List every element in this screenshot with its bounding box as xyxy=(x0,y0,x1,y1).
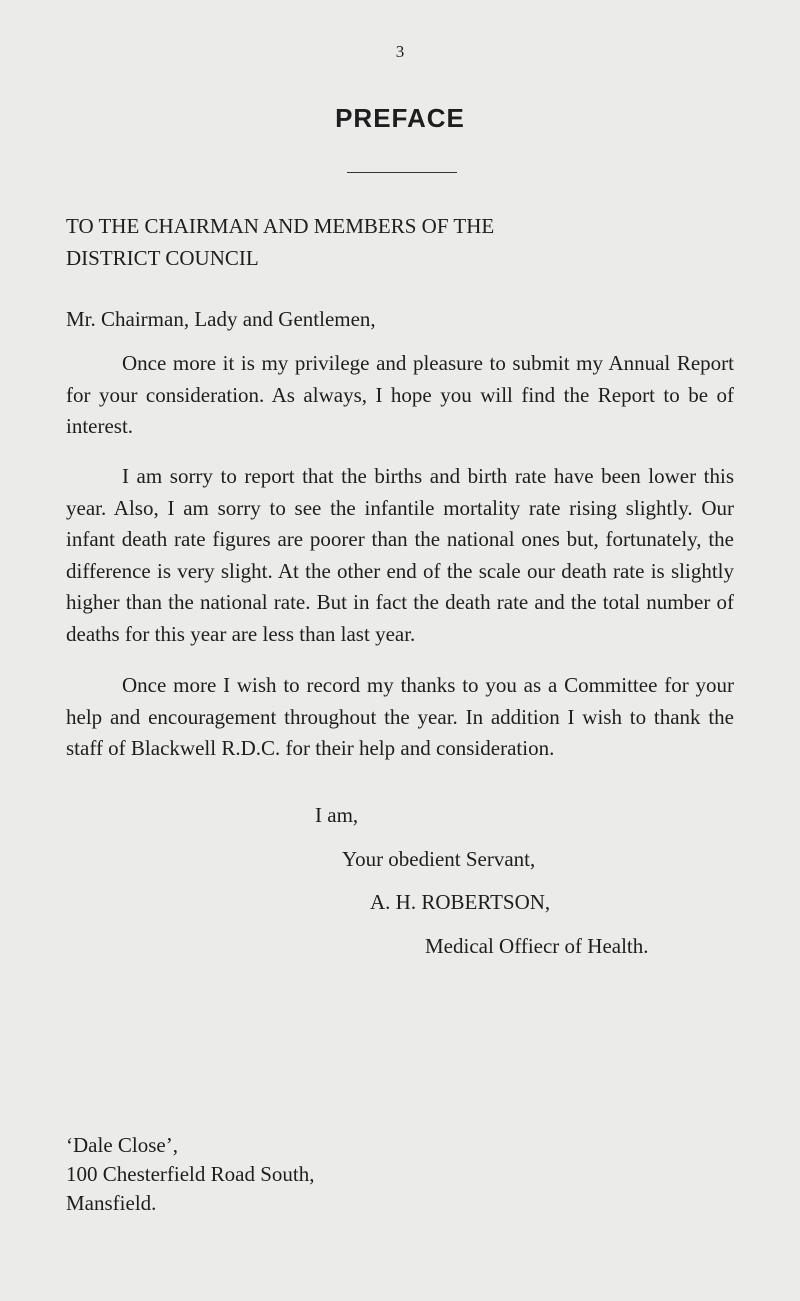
signatory-name: A. H. ROBERTSON, xyxy=(370,890,551,914)
sender-address-line-3: Mansfield. xyxy=(66,1191,157,1215)
body-paragraph-1: Once more it is my privilege and pleasure to submit my Annual Report for your consideration. As always, I hope you will find the Report to be of interest. xyxy=(66,351,734,438)
closing-i-am: I am, xyxy=(315,803,359,827)
body-paragraph-3: Once more I wish to record my thanks to you as a Committee for your help and encouragement throughout the year. In addition I wish to thank the staff of Blackwell R.D.C. for their help and consideration. xyxy=(66,673,734,760)
page-title: PREFACE xyxy=(335,103,465,133)
sender-address-line-1: ‘Dale Close’, xyxy=(66,1133,178,1157)
addressee-line-2: DISTRICT COUNCIL xyxy=(66,246,259,270)
sender-address xyxy=(66,1131,314,1218)
signatory-position: Medical Offiecr of Health. xyxy=(425,934,649,958)
closing-valediction: Your obedient Servant, xyxy=(342,847,536,871)
sender-address-line-2: 100 Chesterfield Road South, xyxy=(66,1162,315,1186)
divider-rule xyxy=(347,172,457,173)
salutation: Mr. Chairman, Lady and Gentlemen, xyxy=(66,307,376,331)
addressee-block xyxy=(66,210,686,274)
body-paragraph-2: I am sorry to report that the births and birth rate have been lower this year. Also, I am sorry to see the infantile mortality rate rising slightly. Our infant death rate figures are poorer than the national ones but, fortunately, the difference is very slight. At the other end of the scale our death rate is slightly higher than the national rate. But in fact the death rate and the total number of deaths for this year are less than last year. xyxy=(66,464,734,646)
page-number: 3 xyxy=(395,42,405,61)
addressee-line-1: TO THE CHAIRMAN AND MEMBERS OF THE xyxy=(66,214,495,238)
